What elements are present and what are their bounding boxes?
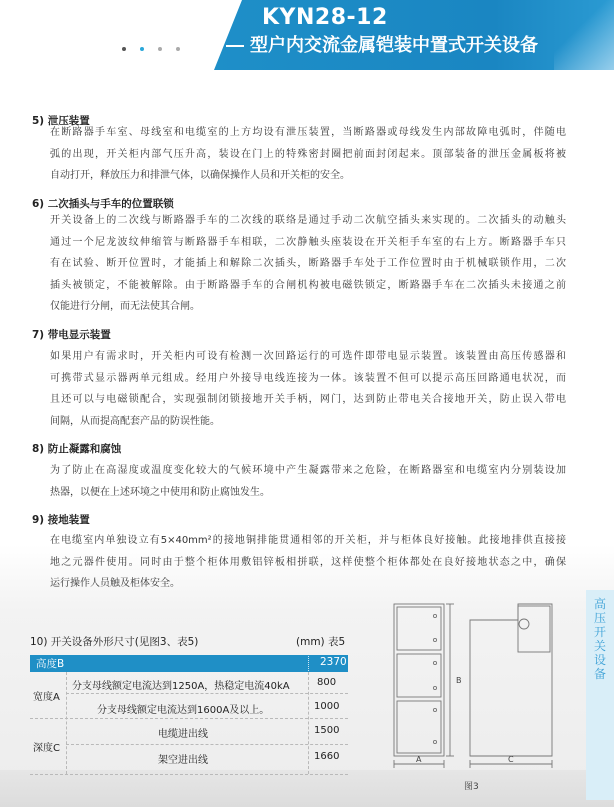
dot-1	[122, 47, 126, 51]
table-cell: 1660	[314, 751, 340, 762]
section-paragraph	[50, 346, 566, 432]
table-cell: 分支母线额定电流达到1250A，热稳定电流40kA	[72, 681, 290, 692]
section-heading: 6) 二次插头与手车的位置联锁	[32, 198, 174, 210]
text-line: 在电缆室内单独设立有5×40mm²的接地铜排能贯通相邻的开关柜，并与柜体良好接触。此接地排供直接接	[50, 535, 566, 546]
model-title: KYN28-12	[262, 5, 388, 30]
section-heading: 7) 带电显示装置	[32, 329, 111, 341]
side-cabinet-outline	[470, 604, 552, 756]
front-panel-top	[397, 607, 441, 650]
text-line: 热器，以便在上述环境之中使用和防止腐蚀发生。	[50, 486, 270, 498]
cell-divider	[308, 656, 309, 671]
table-divider	[66, 672, 67, 774]
panel-handle	[433, 661, 436, 664]
text-line: 插头被锁定，不能被解除。由于断路器手车的合闸机构被电磁铁锁定，断路器手车在二次插头未接通之前	[50, 279, 566, 291]
table-divider	[308, 672, 309, 774]
text-line: 可携带式显示器两单元组成。经用户外接导电线连接为一体。该装置不但可以提示高压回路通电状况，而	[50, 372, 566, 384]
text-line: 为了防止在高湿度或温度变化较大的气候环境中产生凝露带来之危险，在断路器室和电缆室内分别装设加	[50, 465, 566, 476]
height-value: 2370	[320, 656, 347, 668]
dimension-label-a: A	[416, 755, 422, 764]
subtitle-text: 型户内交流金属铠装中置式开关设备	[250, 35, 538, 56]
section-heading: 8) 防止凝露和腐蚀	[32, 443, 122, 455]
banner-corner	[554, 0, 614, 70]
text-line: 间隔，从而提高配套产品的防误性能。	[50, 415, 220, 427]
text-line: 如果用户有需求时，开关柜内可设有检测一次回路运行的可选件即带电显示装置。该装置由高压传感器和	[50, 351, 566, 362]
table-divider	[66, 693, 348, 694]
table-cell: 分支母线额定电流达到1600A及以上。	[97, 705, 270, 716]
text-line: 有在试验、断开位置时，才能插上和解除二次插头，断路器手车处于工作位置时由于机械联锁作用，二次	[50, 258, 566, 270]
width-label: 宽度A	[33, 692, 60, 703]
text-line: 地之元器件使用。同时由于整个柜体用敷铝锌板相拼联，这样使整个柜体都处在良好接地状态之中，确保	[50, 556, 566, 568]
table-cell: 1500	[314, 725, 340, 736]
text-line: 且还可以与电磁锁配合，实现强制闭锁接地开关手柄，网门，达到防止带电关合接地开关，防止误入带电	[50, 394, 566, 406]
table-cell: 800	[317, 677, 337, 688]
table-cell: 1000	[314, 701, 340, 712]
table-title: 10) 开关设备外形尺寸(见图3、表5)	[30, 636, 199, 648]
section-paragraph	[50, 210, 566, 318]
table-divider	[66, 744, 348, 745]
height-label: 高度B	[36, 658, 65, 670]
text-line: 开关设备上的二次线与断路器手车的二次线的联络是通过手动二次航空插头来实现的。二次插头的动触头	[50, 215, 566, 226]
cabinet-dimension-drawing	[370, 596, 575, 778]
table-unit: (mm) 表5	[296, 636, 346, 648]
section-paragraph	[50, 530, 566, 595]
title-dash	[226, 45, 244, 47]
panel-handle	[433, 614, 436, 617]
dimension-label-c: C	[508, 755, 514, 764]
section-heading: 9) 接地装置	[32, 514, 90, 526]
figure-caption: 图3	[464, 782, 479, 792]
section-heading: 5) 泄压装置	[32, 115, 90, 127]
table-cell: 电缆进出线	[158, 729, 208, 740]
section-paragraph	[50, 460, 566, 503]
text-line: 弧的出现，开关柜内部气压升高，装设在门上的特殊密封圈把前面封闭起来。顶部装备的泄压金属板将被	[50, 148, 566, 160]
panel-handle	[433, 740, 436, 743]
front-cabinet-outline	[394, 604, 444, 756]
panel-handle	[433, 638, 436, 641]
text-line: 运行操作人员触及柜体安全。	[50, 578, 180, 590]
table-divider	[30, 718, 348, 719]
panel-handle	[433, 686, 436, 689]
depth-label: 深度C	[33, 743, 60, 754]
table-row-height	[30, 655, 348, 672]
dimension-label-b: B	[456, 676, 462, 685]
section-paragraph	[50, 122, 566, 187]
text-line: 通过一个尼龙波纹伸缩管与断路器手车相联，二次静触头座装设在开关柜手车室的右上方。断路器手车只	[50, 236, 566, 248]
text-line: 自动打开，释放压力和排泄气体，以确保操作人员和开关柜的安全。	[50, 170, 350, 182]
side-viewport	[519, 619, 529, 629]
side-tab-label: 高压开关设备	[593, 597, 606, 681]
product-subtitle	[226, 31, 538, 57]
front-panel-middle	[397, 654, 441, 697]
dot-2	[140, 47, 144, 51]
dot-3	[158, 47, 162, 51]
panel-handle	[433, 708, 436, 711]
dot-4	[176, 47, 180, 51]
table-divider	[30, 774, 348, 775]
text-line: 仅能进行分闸，而无法使其合闸。	[50, 301, 200, 313]
text-line: 在断路器手车室、母线室和电缆室的上方均设有泄压装置，当断路器或母线发生内部故障电弧时，伴随电	[50, 127, 566, 138]
table-cell: 架空进出线	[158, 755, 208, 766]
pagination-dots	[122, 36, 194, 55]
